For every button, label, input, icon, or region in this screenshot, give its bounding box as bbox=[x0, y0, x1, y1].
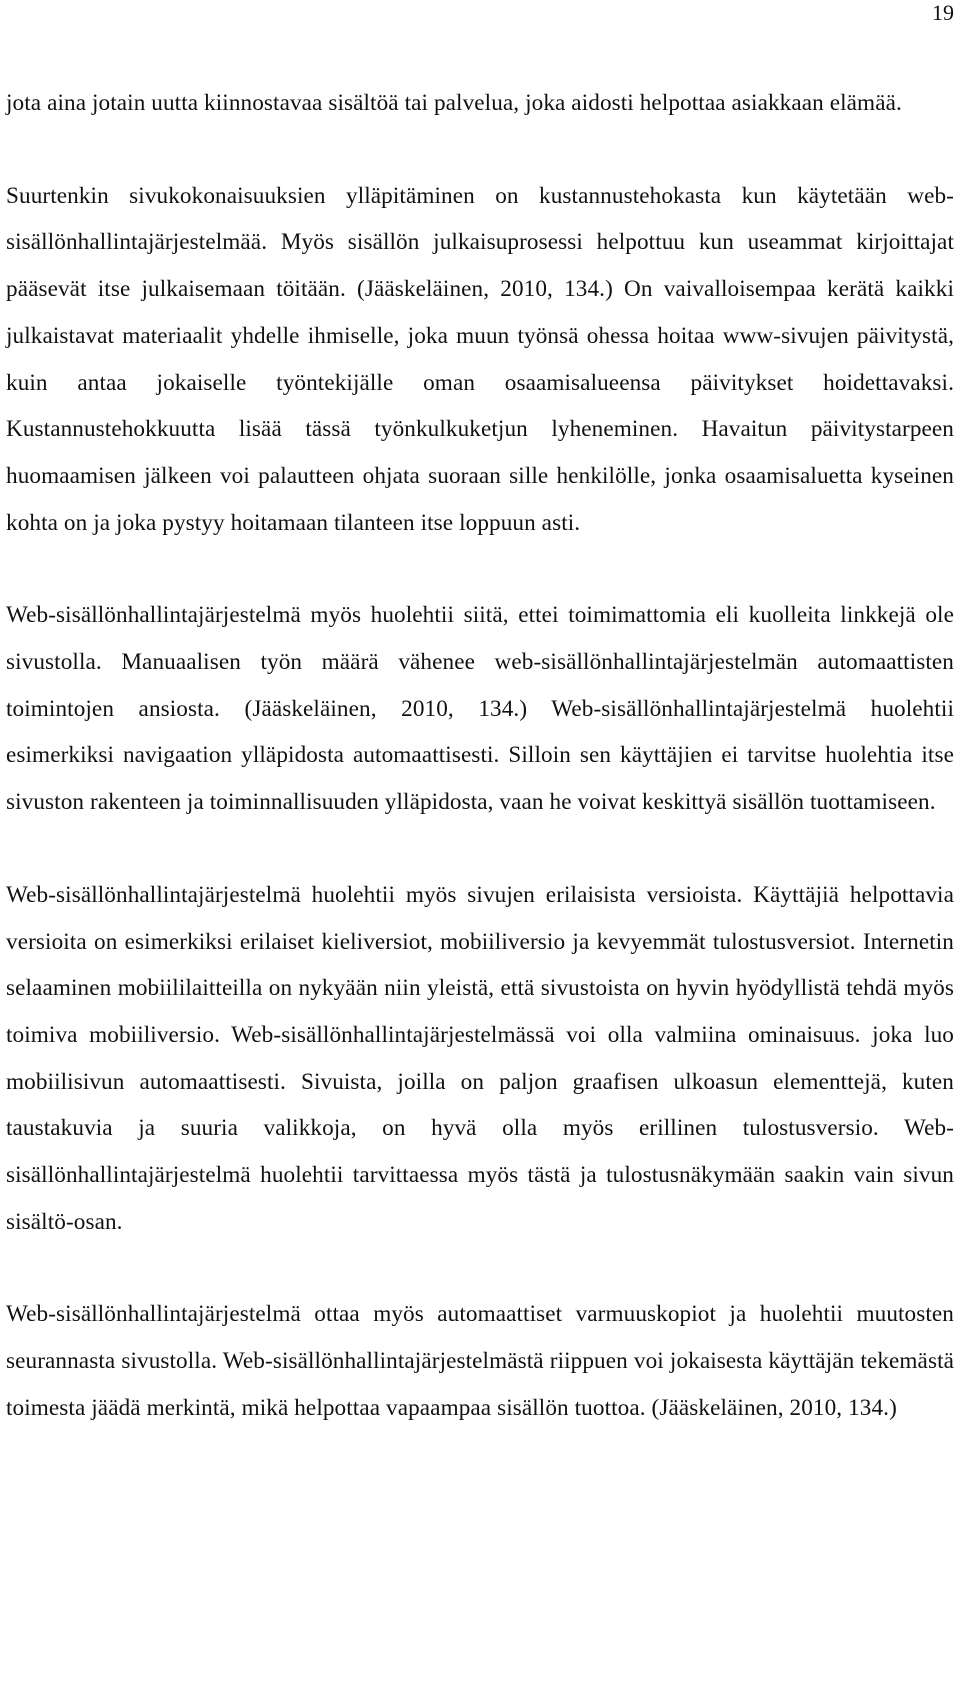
page-number: 19 bbox=[932, 0, 954, 25]
document-body bbox=[6, 80, 954, 1432]
paragraph-5: Web-sisällönhallintajärjestelmä ottaa myös automaattiset varmuuskopiot ja huolehtii muutosten seurannasta sivustolla. Web-sisällönhallintajärjestelmästä riippuen voi jokaisesta käyttäjän tekemästä toimesta jäädä merkintä, mikä helpottaa vapaampaa sisällön tuottoa. (Jääskeläinen, 2010, 134.) bbox=[6, 1301, 954, 1421]
paragraph-2: Suurtenkin sivukokonaisuuksien ylläpitäminen on kustannustehokasta kun käytetään web-sisällönhallintajärjestelmää. Myös sisällön julkaisuprosessi helpottuu kun useammat kirjoittajat pääsevät itse julkaisemaan töitään. (Jääskeläinen, 2010, 134.) On vaivalloisempaa kerätä kaikki julkaistavat materiaalit yhdelle ihmiselle, joka muun työnsä ohessa hoitaa www-sivujen päivitystä, kuin antaa jokaiselle työntekijälle oman osaamisalueensa päivitykset hoidettavaksi. Kustannustehokkuutta lisää tässä työnkulkuketjun lyheneminen. Havaitun päivitystarpeen huomaamisen jälkeen voi palautteen ohjata suoraan sille henkilölle, jonka osaamisaluetta kyseinen kohta on ja joka pystyy hoitamaan tilanteen itse loppuun asti. bbox=[6, 182, 954, 536]
paragraph-3: Web-sisällönhallintajärjestelmä myös huolehtii siitä, ettei toimimattomia eli kuolleita linkkejä ole sivustolla. Manuaalisen työn määrä vähenee web-sisällönhallintajärjestelmän automaattisten toimintojen ansiosta. (Jääskeläinen, 2010, 134.) Web-sisällönhallintajärjestelmä huolehtii esimerkiksi navigaation ylläpidosta automaattisesti. Silloin sen käyttäjien ei tarvitse huolehtia itse sivuston rakenteen ja toiminnallisuuden ylläpidosta, vaan he voivat keskittyä sisällön tuottamiseen. bbox=[6, 602, 954, 816]
paragraph-1: jota aina jotain uutta kiinnostavaa sisältöä tai palvelua, joka aidosti helpottaa asiakkaan elämää. bbox=[6, 90, 902, 116]
paragraph-4: Web-sisällönhallintajärjestelmä huolehtii myös sivujen erilaisista versioista. Käyttäjiä helpottavia versioita on esimerkiksi erilaiset kieliversiot, mobiiliversio ja kevyemmät tulostusversiot. Internetin selaaminen mobiililaitteilla on nykyään niin yleistä, että sivustoista on hyvin hyödyllistä tehdä myös toimiva mobiiliversio. Web-sisällönhallintajärjestelmässä voi olla valmiina ominaisuus. joka luo mobiilisivun automaattisesti. Sivuista, joilla on paljon graafisen ulkoasun elementtejä, kuten taustakuvia ja suuria valikkoja, on hyvä olla myös erillinen tulostusversio. Web-sisällönhallintajärjestelmä huolehtii tarvittaessa myös tästä ja tulostusnäkymään saakin vain sivun sisältö-osan. bbox=[6, 881, 954, 1235]
